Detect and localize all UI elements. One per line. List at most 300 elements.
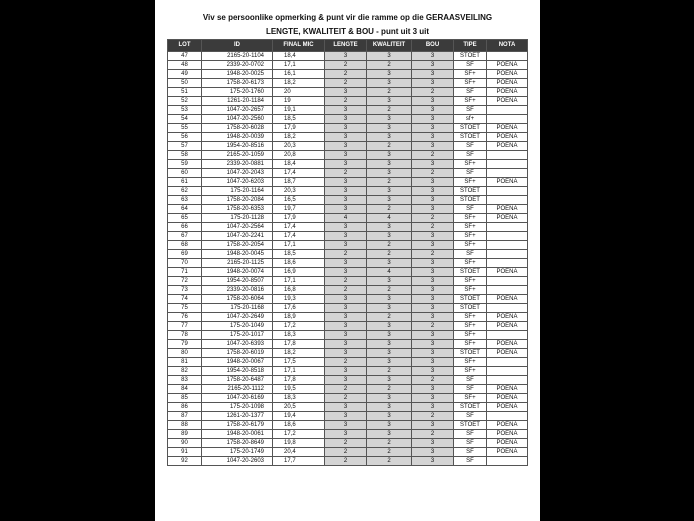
cell-tipe: SF+ [454,322,487,331]
cell-lot: 59 [168,160,202,169]
cell-tipe: SF+ [454,178,487,187]
cell-tipe: STOET [454,187,487,196]
cell-kwaliteit: 3 [367,169,412,178]
cell-tipe: SF [454,106,487,115]
cell-final-mic: 17,5 [273,358,325,367]
table-row [168,106,528,115]
cell-id: 1047-20-2560 [202,115,273,124]
cell-final-mic: 17,1 [273,367,325,376]
cell-lot: 82 [168,367,202,376]
cell-bou: 3 [412,160,454,169]
cell-kwaliteit: 3 [367,331,412,340]
cell-id: 175-20-1049 [202,322,273,331]
cell-final-mic: 16,9 [273,268,325,277]
cell-nota [487,259,528,268]
cell-id: 1047-20-2241 [202,232,273,241]
table-row [168,268,528,277]
cell-lot: 79 [168,340,202,349]
cell-id: 1758-20-6028 [202,124,273,133]
cell-lot: 57 [168,142,202,151]
table-row [168,304,528,313]
cell-lot: 85 [168,394,202,403]
table-row [168,277,528,286]
cell-nota [487,367,528,376]
table-row [168,169,528,178]
table-row [168,322,528,331]
cell-id: 1948-20-0045 [202,250,273,259]
cell-id: 175-20-1168 [202,304,273,313]
cell-lengte: 3 [325,295,367,304]
cell-final-mic: 18,2 [273,79,325,88]
cell-tipe: SF+ [454,313,487,322]
cell-tipe: SF+ [454,214,487,223]
cell-kwaliteit: 3 [367,115,412,124]
cell-kwaliteit: 3 [367,124,412,133]
cell-nota: POENA [487,70,528,79]
cell-lot: 48 [168,61,202,70]
cell-nota: POENA [487,61,528,70]
cell-id: 1954-20-8516 [202,142,273,151]
column-header-nota: NOTA [487,40,528,52]
cell-kwaliteit: 2 [367,178,412,187]
cell-nota [487,277,528,286]
cell-lengte: 2 [325,169,367,178]
cell-lot: 74 [168,295,202,304]
cell-kwaliteit: 3 [367,403,412,412]
table-row [168,133,528,142]
cell-id: 1948-20-0061 [202,430,273,439]
table-row [168,457,528,466]
cell-lot: 80 [168,349,202,358]
cell-id: 1261-20-1377 [202,412,273,421]
cell-kwaliteit: 3 [367,358,412,367]
cell-lot: 88 [168,421,202,430]
cell-id: 1954-20-8507 [202,277,273,286]
column-header-final-mic: FINAL MIC [273,40,325,52]
cell-id: 1047-20-2564 [202,223,273,232]
cell-lengte: 3 [325,142,367,151]
cell-final-mic: 17,1 [273,241,325,250]
cell-nota: POENA [487,385,528,394]
cell-nota: POENA [487,214,528,223]
cell-bou: 2 [412,376,454,385]
cell-bou: 3 [412,367,454,376]
cell-tipe: SF+ [454,394,487,403]
cell-tipe: STOET [454,295,487,304]
cell-nota [487,304,528,313]
table-row [168,160,528,169]
cell-lengte: 2 [325,448,367,457]
cell-lengte: 2 [325,394,367,403]
cell-lengte: 3 [325,115,367,124]
cell-lengte: 3 [325,178,367,187]
cell-final-mic: 18,7 [273,178,325,187]
cell-kwaliteit: 3 [367,295,412,304]
cell-tipe: SF [454,430,487,439]
cell-lot: 51 [168,88,202,97]
cell-lengte: 3 [325,52,367,61]
cell-nota [487,52,528,61]
cell-bou: 3 [412,394,454,403]
cell-tipe: SF+ [454,97,487,106]
cell-bou: 2 [412,430,454,439]
cell-tipe: SF [454,376,487,385]
cell-kwaliteit: 3 [367,394,412,403]
cell-id: 1948-20-0074 [202,268,273,277]
cell-id: 1047-20-6169 [202,394,273,403]
cell-bou: 3 [412,241,454,250]
cell-bou: 3 [412,340,454,349]
table-row [168,187,528,196]
cell-lengte: 2 [325,457,367,466]
cell-bou: 2 [412,412,454,421]
cell-final-mic: 16,1 [273,70,325,79]
cell-lengte: 3 [325,187,367,196]
cell-id: 1758-20-8649 [202,439,273,448]
cell-kwaliteit: 2 [367,250,412,259]
cell-final-mic: 19,3 [273,295,325,304]
cell-lot: 87 [168,412,202,421]
cell-final-mic: 18,2 [273,349,325,358]
cell-tipe: SF [454,88,487,97]
cell-id: 1758-20-2084 [202,196,273,205]
cell-id: 175-20-1128 [202,214,273,223]
cell-nota: POENA [487,295,528,304]
cell-id: 175-20-1017 [202,331,273,340]
cell-final-mic: 18,4 [273,160,325,169]
table-row [168,295,528,304]
cell-lot: 91 [168,448,202,457]
cell-tipe: SF+ [454,241,487,250]
cell-nota [487,169,528,178]
cell-lot: 65 [168,214,202,223]
cell-nota [487,232,528,241]
cell-kwaliteit: 3 [367,340,412,349]
cell-lengte: 3 [325,160,367,169]
cell-lot: 62 [168,187,202,196]
cell-final-mic: 20,5 [273,403,325,412]
cell-lot: 86 [168,403,202,412]
cell-lengte: 3 [325,322,367,331]
cell-nota: POENA [487,142,528,151]
cell-lengte: 3 [325,241,367,250]
cell-lot: 81 [168,358,202,367]
cell-lot: 70 [168,259,202,268]
cell-lengte: 2 [325,250,367,259]
table-row [168,178,528,187]
cell-lengte: 2 [325,286,367,295]
table-row [168,241,528,250]
table-row [168,97,528,106]
cell-lot: 72 [168,277,202,286]
table-row [168,394,528,403]
cell-lengte: 3 [325,232,367,241]
cell-nota [487,106,528,115]
table-row [168,313,528,322]
table-row [168,430,528,439]
cell-nota [487,331,528,340]
cell-lengte: 3 [325,223,367,232]
cell-id: 2165-20-1125 [202,259,273,268]
cell-bou: 3 [412,286,454,295]
cell-lengte: 3 [325,412,367,421]
cell-kwaliteit: 4 [367,214,412,223]
cell-tipe: STOET [454,304,487,313]
cell-id: 2339-20-0816 [202,286,273,295]
cell-tipe: SF+ [454,358,487,367]
cell-tipe: SF [454,169,487,178]
table-row [168,142,528,151]
table-row [168,349,528,358]
table-row [168,358,528,367]
cell-id: 175-20-1098 [202,403,273,412]
cell-final-mic: 18,6 [273,259,325,268]
cell-bou: 3 [412,178,454,187]
cell-tipe: STOET [454,268,487,277]
table-header-row [168,40,528,52]
cell-id: 1047-20-6203 [202,178,273,187]
cell-lot: 76 [168,313,202,322]
table-row [168,412,528,421]
cell-kwaliteit: 4 [367,268,412,277]
table-row [168,448,528,457]
cell-lot: 78 [168,331,202,340]
cell-tipe: SF+ [454,232,487,241]
cell-lengte: 3 [325,124,367,133]
cell-lengte: 3 [325,421,367,430]
cell-id: 1047-20-6393 [202,340,273,349]
cell-nota [487,241,528,250]
cell-lot: 73 [168,286,202,295]
cell-lot: 47 [168,52,202,61]
cell-final-mic: 17,9 [273,214,325,223]
cell-id: 2339-20-0881 [202,160,273,169]
cell-bou: 3 [412,61,454,70]
cell-final-mic: 16,5 [273,196,325,205]
cell-lengte: 3 [325,205,367,214]
cell-kwaliteit: 2 [367,241,412,250]
cell-bou: 3 [412,304,454,313]
cell-id: 1261-20-1184 [202,97,273,106]
cell-lengte: 2 [325,79,367,88]
cell-nota: POENA [487,88,528,97]
cell-kwaliteit: 3 [367,151,412,160]
cell-bou: 3 [412,331,454,340]
cell-lot: 66 [168,223,202,232]
cell-kwaliteit: 2 [367,88,412,97]
cell-nota [487,412,528,421]
cell-final-mic: 17,4 [273,223,325,232]
cell-kwaliteit: 2 [367,439,412,448]
cell-lot: 61 [168,178,202,187]
table-row [168,385,528,394]
cell-final-mic: 19,7 [273,205,325,214]
cell-tipe: SF+ [454,286,487,295]
cell-kwaliteit: 3 [367,70,412,79]
table-row [168,88,528,97]
cell-tipe: SF+ [454,79,487,88]
cell-nota: POENA [487,313,528,322]
cell-final-mic: 17,7 [273,457,325,466]
cell-bou: 3 [412,421,454,430]
cell-tipe: STOET [454,124,487,133]
cell-bou: 3 [412,187,454,196]
cell-tipe: STOET [454,52,487,61]
cell-id: 1758-20-6064 [202,295,273,304]
cell-nota [487,376,528,385]
cell-bou: 3 [412,349,454,358]
cell-final-mic: 18,4 [273,52,325,61]
cell-nota: POENA [487,439,528,448]
table-row [168,52,528,61]
cell-tipe: SF+ [454,70,487,79]
cell-final-mic: 17,4 [273,169,325,178]
cell-tipe: SF+ [454,223,487,232]
cell-nota: POENA [487,421,528,430]
cell-tipe: SF [454,439,487,448]
cell-kwaliteit: 3 [367,52,412,61]
cell-lot: 89 [168,430,202,439]
cell-kwaliteit: 3 [367,79,412,88]
cell-tipe: SF [454,448,487,457]
cell-lengte: 3 [325,151,367,160]
table-body [168,52,528,466]
cell-kwaliteit: 2 [367,457,412,466]
column-header-id: ID [202,40,273,52]
cell-bou: 3 [412,115,454,124]
cell-kwaliteit: 2 [367,205,412,214]
cell-id: 1758-20-6179 [202,421,273,430]
cell-lot: 75 [168,304,202,313]
cell-kwaliteit: 3 [367,277,412,286]
cell-id: 2165-20-1059 [202,151,273,160]
cell-final-mic: 20 [273,88,325,97]
cell-tipe: STOET [454,196,487,205]
cell-nota [487,160,528,169]
cell-tipe: SF+ [454,367,487,376]
table-row [168,79,528,88]
cell-lot: 50 [168,79,202,88]
cell-lot: 92 [168,457,202,466]
cell-bou: 3 [412,457,454,466]
cell-final-mic: 17,8 [273,376,325,385]
cell-lengte: 3 [325,331,367,340]
cell-tipe: STOET [454,349,487,358]
document-page [155,0,540,521]
cell-tipe: SF [454,151,487,160]
cell-nota: POENA [487,268,528,277]
cell-lengte: 2 [325,61,367,70]
cell-final-mic: 19,5 [273,385,325,394]
cell-kwaliteit: 3 [367,430,412,439]
ram-score-table [167,39,528,466]
cell-lot: 67 [168,232,202,241]
cell-lot: 71 [168,268,202,277]
cell-id: 1758-20-6487 [202,376,273,385]
table-row [168,286,528,295]
cell-bou: 3 [412,142,454,151]
cell-lengte: 3 [325,106,367,115]
cell-nota [487,151,528,160]
table-row [168,151,528,160]
cell-kwaliteit: 2 [367,61,412,70]
cell-lengte: 3 [325,88,367,97]
cell-bou: 3 [412,232,454,241]
cell-id: 1047-20-2649 [202,313,273,322]
cell-bou: 3 [412,97,454,106]
cell-bou: 2 [412,151,454,160]
document-title: Viv se persoonlike opmerking & punt vir die ramme op die GERAASVEILING [202,13,493,22]
cell-id: 175-20-1760 [202,88,273,97]
cell-nota: POENA [487,79,528,88]
cell-lengte: 3 [325,259,367,268]
cell-final-mic: 18,6 [273,421,325,430]
cell-lot: 90 [168,439,202,448]
cell-bou: 3 [412,385,454,394]
cell-final-mic: 17,2 [273,430,325,439]
cell-id: 1758-20-2054 [202,241,273,250]
cell-bou: 3 [412,313,454,322]
table-row [168,61,528,70]
cell-tipe: SF+ [454,277,487,286]
cell-final-mic: 17,2 [273,322,325,331]
cell-lot: 77 [168,322,202,331]
cell-nota [487,187,528,196]
cell-kwaliteit: 2 [367,313,412,322]
table-row [168,403,528,412]
cell-lot: 84 [168,385,202,394]
cell-tipe: SF [454,205,487,214]
cell-nota: POENA [487,403,528,412]
cell-lot: 49 [168,70,202,79]
cell-tipe: STOET [454,403,487,412]
cell-tipe: sf+ [454,115,487,124]
cell-lengte: 3 [325,304,367,313]
cell-id: 1758-20-6353 [202,205,273,214]
cell-kwaliteit: 3 [367,133,412,142]
cell-tipe: SF [454,142,487,151]
cell-lengte: 3 [325,349,367,358]
cell-lengte: 2 [325,385,367,394]
table-row [168,250,528,259]
cell-nota [487,457,528,466]
cell-final-mic: 20,4 [273,448,325,457]
cell-lot: 55 [168,124,202,133]
cell-lot: 60 [168,169,202,178]
cell-lot: 69 [168,250,202,259]
cell-id: 175-20-1749 [202,448,273,457]
cell-kwaliteit: 2 [367,106,412,115]
cell-lot: 54 [168,115,202,124]
cell-lengte: 3 [325,430,367,439]
cell-kwaliteit: 2 [367,367,412,376]
cell-id: 1948-20-0067 [202,358,273,367]
column-header-lot: LOT [168,40,202,52]
cell-kwaliteit: 3 [367,259,412,268]
cell-nota [487,196,528,205]
cell-lot: 83 [168,376,202,385]
cell-id: 2165-20-1112 [202,385,273,394]
cell-kwaliteit: 3 [367,187,412,196]
cell-tipe: SF [454,250,487,259]
cell-final-mic: 18,3 [273,331,325,340]
cell-kwaliteit: 3 [367,322,412,331]
cell-nota: POENA [487,205,528,214]
cell-id: 1758-20-6019 [202,349,273,358]
cell-id: 1047-20-2603 [202,457,273,466]
cell-bou: 3 [412,106,454,115]
cell-kwaliteit: 2 [367,286,412,295]
